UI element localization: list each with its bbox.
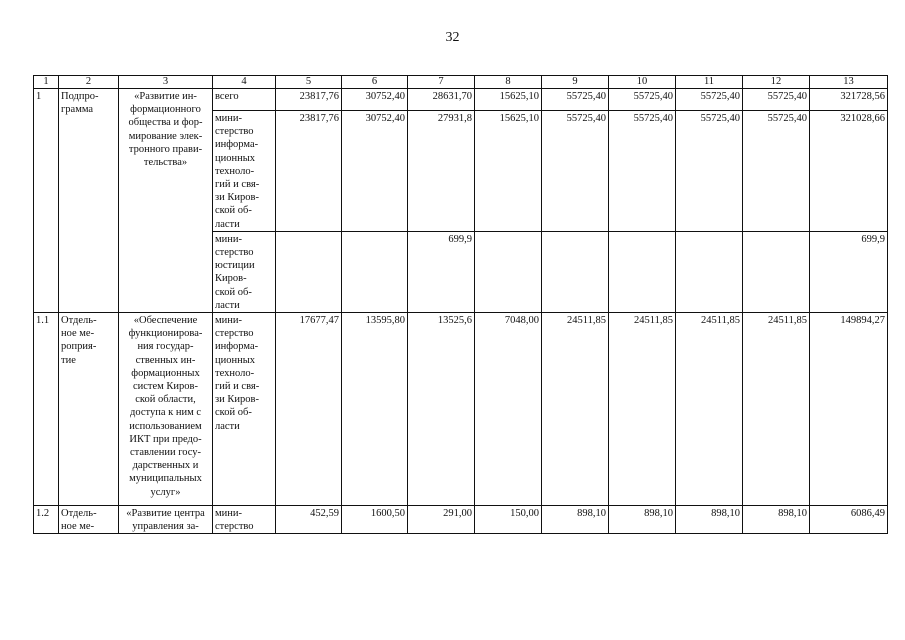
- value-cell: 30752,40: [342, 111, 408, 232]
- cell-text-line: стерство: [215, 247, 254, 259]
- value-cell: [342, 231, 408, 312]
- value-cell: 291,00: [408, 506, 475, 534]
- cell-text-line: «Развитие ин-: [134, 91, 197, 102]
- total-cell: 6086,49: [810, 506, 888, 534]
- cell-text-line: Подпро-: [61, 91, 99, 102]
- header-row: [34, 76, 888, 89]
- cell-text-line: стерство: [215, 521, 254, 533]
- executor-cell: [213, 506, 276, 534]
- value-cell: 55725,40: [609, 111, 676, 232]
- row-title-cell: [119, 506, 213, 534]
- cell-text-line: общества и фор-: [128, 117, 203, 129]
- value-cell: [609, 231, 676, 312]
- row-number-cell: [34, 89, 59, 313]
- value-cell: 30752,40: [342, 89, 408, 111]
- cell-text-line: техноло-: [215, 165, 255, 177]
- cell-text-line: 1.1: [36, 315, 50, 327]
- cell-text-line: зи Киров-: [215, 192, 259, 204]
- cell-text-line: мини-: [215, 508, 242, 520]
- cell-text-line: зи Киров-: [215, 394, 259, 406]
- value-cell: 898,10: [542, 506, 609, 534]
- cell-text-line: тронного прави-: [128, 143, 203, 155]
- cell-text-line: ния государ-: [137, 341, 194, 353]
- value-cell: 55725,40: [743, 89, 810, 111]
- value-cell: 27931,8: [408, 111, 475, 232]
- cell-text-line: ласти: [215, 420, 240, 432]
- cell-text-line: функционирова-: [128, 328, 203, 340]
- header-cell: 7: [408, 76, 475, 89]
- cell-text-line: Отдель-: [61, 508, 97, 520]
- cell-text-line: ской об-: [215, 286, 252, 298]
- value-cell: [743, 231, 810, 312]
- header-cell: 2: [59, 76, 119, 89]
- value-cell: 898,10: [609, 506, 676, 534]
- header-cell: 9: [542, 76, 609, 89]
- cell-text-line: ставлении госу-: [129, 447, 202, 459]
- cell-text-line: ской об-: [215, 205, 252, 217]
- cell-text-line: «Развитие центра: [126, 508, 205, 520]
- cell-text-line: управления за-: [132, 521, 199, 533]
- header-cell: 5: [276, 76, 342, 89]
- cell-text-line: Киров-: [215, 273, 247, 285]
- value-cell: 55725,40: [676, 89, 743, 111]
- total-cell: 149894,27: [810, 313, 888, 506]
- header-cell: 12: [743, 76, 810, 89]
- value-cell: 15625,10: [475, 111, 542, 232]
- header-cell: 13: [810, 76, 888, 89]
- value-cell: 13595,80: [342, 313, 408, 506]
- cell-text-line: ственных ин-: [135, 354, 196, 366]
- value-cell: 17677,47: [276, 313, 342, 506]
- cell-text-line: формационных: [131, 367, 200, 379]
- row-title-cell: [119, 313, 213, 506]
- cell-text-line: ное ме-: [61, 521, 95, 533]
- value-cell: 24511,85: [542, 313, 609, 506]
- cell-text-line: гий и свя-: [215, 179, 260, 191]
- cell-text-line: тие: [61, 354, 76, 366]
- cell-text-line: роприя-: [61, 341, 97, 353]
- row-type-cell: [59, 313, 119, 506]
- value-cell: 28631,70: [408, 89, 475, 111]
- row-type-cell: [59, 89, 119, 313]
- total-cell: 321028,66: [810, 111, 888, 232]
- value-cell: 55725,40: [609, 89, 676, 111]
- value-cell: 898,10: [676, 506, 743, 534]
- cell-text-line: всего: [215, 91, 239, 102]
- cell-text-line: информа-: [215, 341, 259, 353]
- cell-text-line: «Обеспечение: [133, 315, 198, 327]
- value-cell: [475, 231, 542, 312]
- value-cell: 24511,85: [743, 313, 810, 506]
- cell-text-line: мини-: [215, 113, 242, 124]
- cell-text-line: доступа к ним с: [129, 407, 201, 419]
- value-cell: [542, 231, 609, 312]
- value-cell: [276, 231, 342, 312]
- cell-text-line: услуг»: [150, 486, 181, 498]
- cell-text-line: информа-: [215, 139, 259, 151]
- row-title-cell: [119, 89, 213, 313]
- value-cell: 55725,40: [542, 111, 609, 232]
- executor-cell: [213, 313, 276, 506]
- value-cell: 23817,76: [276, 89, 342, 111]
- cell-text-line: ционных: [215, 152, 256, 164]
- cell-text-line: муниципальных: [129, 473, 202, 485]
- budget-table: [33, 75, 888, 534]
- header-cell: 8: [475, 76, 542, 89]
- cell-text-line: мини-: [215, 233, 242, 245]
- cell-text-line: ное ме-: [61, 328, 95, 340]
- value-cell: 1600,50: [342, 506, 408, 534]
- cell-text-line: стерство: [215, 328, 254, 340]
- value-cell: 13525,6: [408, 313, 475, 506]
- cell-text-line: тельства»: [143, 157, 188, 169]
- total-cell: 699,9: [810, 231, 888, 312]
- cell-text-line: мини-: [215, 315, 242, 327]
- cell-text-line: юстиции: [215, 260, 255, 272]
- cell-text-line: дарственных и: [132, 460, 199, 472]
- value-cell: 452,59: [276, 506, 342, 534]
- cell-text-line: формационного: [130, 104, 201, 116]
- value-cell: 150,00: [475, 506, 542, 534]
- value-cell: 898,10: [743, 506, 810, 534]
- value-cell: 55725,40: [676, 111, 743, 232]
- cell-text-line: ласти: [215, 218, 240, 230]
- row-number-cell: [34, 506, 59, 534]
- header-cell: 4: [213, 76, 276, 89]
- value-cell: 699,9: [408, 231, 475, 312]
- executor-cell: [213, 231, 276, 312]
- value-cell: 55725,40: [743, 111, 810, 232]
- executor-cell: [213, 111, 276, 232]
- value-cell: [676, 231, 743, 312]
- header-cell: 10: [609, 76, 676, 89]
- header-cell: 11: [676, 76, 743, 89]
- table-row: [34, 313, 888, 506]
- value-cell: 23817,76: [276, 111, 342, 232]
- row-number-cell: [34, 313, 59, 506]
- cell-text-line: мирование элек-: [128, 130, 203, 142]
- cell-text-line: техноло-: [215, 367, 255, 379]
- cell-text-line: систем Киров-: [132, 381, 199, 393]
- header-cell: 1: [34, 76, 59, 89]
- value-cell: 7048,00: [475, 313, 542, 506]
- table-row: [34, 506, 888, 534]
- cell-text-line: ционных: [215, 354, 256, 366]
- header-cell: 6: [342, 76, 408, 89]
- page-number: 32: [445, 30, 460, 45]
- cell-text-line: ской области,: [135, 394, 196, 406]
- cell-text-line: ИКТ при предо-: [129, 433, 202, 445]
- value-cell: 24511,85: [609, 313, 676, 506]
- cell-text-line: использованием: [129, 420, 202, 432]
- cell-text-line: ласти: [215, 299, 240, 311]
- cell-text-line: 1: [36, 91, 42, 102]
- header-cell: 3: [119, 76, 213, 89]
- cell-text-line: Отдель-: [61, 315, 97, 327]
- total-cell: 321728,56: [810, 89, 888, 111]
- value-cell: 15625,10: [475, 89, 542, 111]
- cell-text-line: гий и свя-: [215, 381, 260, 393]
- executor-cell: [213, 89, 276, 111]
- cell-text-line: грамма: [61, 104, 94, 116]
- cell-text-line: стерство: [215, 126, 254, 138]
- table-row: [34, 89, 888, 111]
- value-cell: 24511,85: [676, 313, 743, 506]
- cell-text-line: ской об-: [215, 407, 252, 419]
- value-cell: 55725,40: [542, 89, 609, 111]
- cell-text-line: 1.2: [36, 508, 50, 520]
- row-type-cell: [59, 506, 119, 534]
